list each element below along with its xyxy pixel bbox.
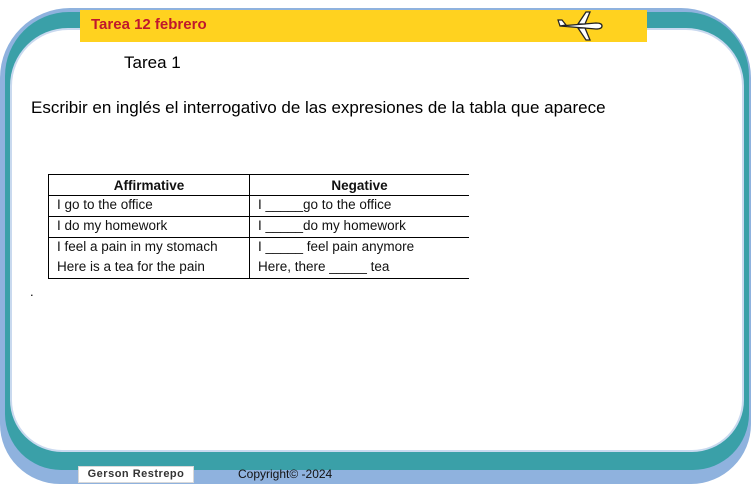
negative-cell: I _____do my homework: [250, 217, 470, 238]
negative-cell: Here, there _____ tea: [250, 258, 470, 279]
affirmative-cell: I feel a pain in my stomach: [49, 238, 250, 259]
negative-cell: I _____go to the office: [250, 196, 470, 217]
banner-title: Tarea 12 febrero: [91, 16, 207, 33]
airplane-icon: [556, 10, 604, 42]
exercise-table: [48, 174, 469, 279]
trailing-dot: .: [30, 284, 34, 299]
table-row: [49, 238, 470, 259]
instruction-text: Escribir en inglés el interrogativo de las expresiones de la tabla que aparece: [31, 98, 606, 117]
author-label: Gerson Restrepo: [78, 466, 194, 483]
affirmative-cell: I do my homework: [49, 217, 250, 238]
negative-cell: I _____ feel pain anymore: [258, 239, 415, 254]
copyright-text: Copyright© -2024: [238, 467, 333, 481]
affirmative-cell: Here is a tea for the pain: [49, 258, 250, 279]
table-row: [49, 258, 470, 279]
affirmative-cell: I go to the office: [49, 196, 250, 217]
table-row: [49, 217, 470, 238]
table-header-affirmative: Affirmative: [49, 175, 250, 196]
table-header-negative: Negative: [250, 175, 470, 196]
table-row: [49, 196, 470, 217]
title-banner: [80, 10, 647, 42]
task-heading: Tarea 1: [124, 53, 181, 72]
